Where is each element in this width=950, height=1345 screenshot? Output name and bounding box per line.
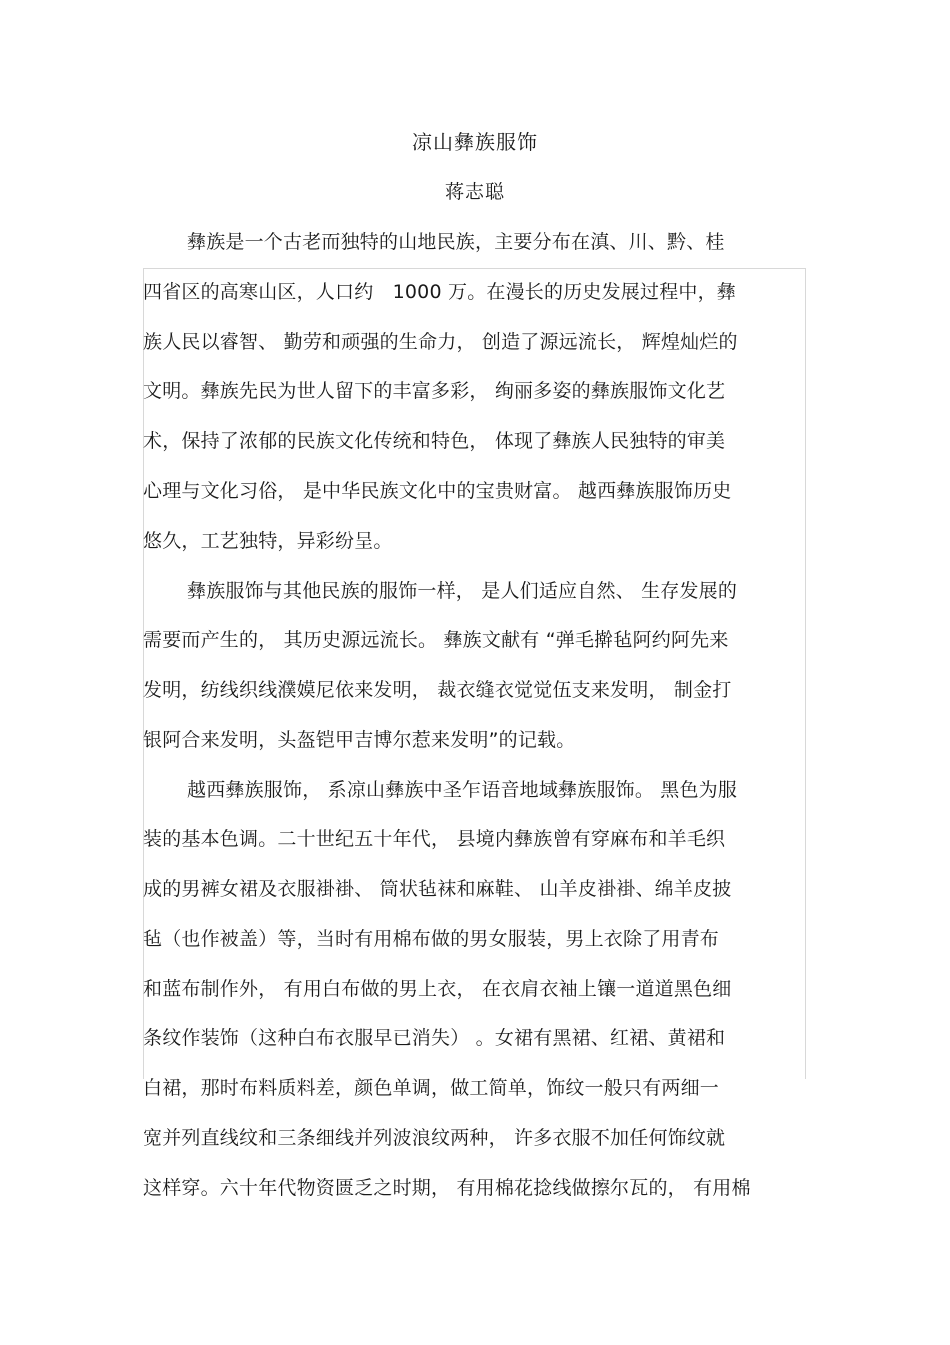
document-title: 凉山彝族服饰: [412, 130, 538, 154]
body-line-1: 彝族是一个古老而独特的山地民族，主要分布在滇、川、黔、桂: [187, 231, 725, 253]
body-line-19: 宽并列直线纹和三条细线并列波浪纹两种， 许多衣服不加任何饰纹就: [143, 1127, 726, 1149]
body-line-5: 术，保持了浓郁的民族文化传统和特色， 体现了彝族人民独特的审美: [143, 430, 726, 452]
body-line-2: 四省区的高寒山区，人口约 1000 万。在漫长的历史发展过程中，彝: [143, 281, 736, 303]
body-line-20: 这样穿。六十年代物资匮乏之时期， 有用棉花捻线做擦尔瓦的， 有用棉: [143, 1177, 751, 1199]
body-line-12: 越西彝族服饰， 系凉山彝族中圣乍语音地域彝族服饰。 黑色为服: [187, 779, 738, 801]
body-line-16: 和蓝布制作外， 有用白布做的男上衣， 在衣肩衣袖上镶一道道黑色细: [143, 978, 732, 1000]
body-line-15: 毡（也作被盖）等，当时有用棉布做的男女服装，男上衣除了用青布: [143, 928, 720, 950]
body-line-9: 需要而产生的， 其历史源远流长。 彝族文献有 “弹毛擀毡阿约阿先来: [143, 629, 729, 651]
body-line-14: 成的男裤女裙及衣服褂褂、 筒状毡袜和麻鞋、 山羊皮褂褂、绵羊皮披: [143, 878, 732, 900]
body-line-11: 银阿合来发明，头盔铠甲吉博尔惹来发明”的记载。: [143, 729, 576, 751]
body-line-8: 彝族服饰与其他民族的服饰一样， 是人们适应自然、 生存发展的: [187, 580, 738, 602]
body-line-13: 装的基本色调。二十世纪五十年代， 县境内彝族曾有穿麻布和羊毛织: [143, 828, 726, 850]
body-line-4: 文明。彝族先民为世人留下的丰富多彩， 绚丽多姿的彝族服饰文化艺: [143, 380, 726, 402]
body-line-6: 心理与文化习俗， 是中华民族文化中的宝贵财富。 越西彝族服饰历史: [143, 480, 732, 502]
body-line-3: 族人民以睿智、 勤劳和顽强的生命力， 创造了源远流长， 辉煌灿烂的: [143, 331, 738, 353]
body-line-18: 白裙，那时布料质料差，颜色单调，做工简单，饰纹一般只有两细一: [143, 1077, 720, 1099]
document-author: 蒋志聪: [444, 181, 505, 203]
body-line-17: 条纹作装饰（这种白布衣服早已消失） 。女裙有黑裙、红裙、黄裙和: [143, 1027, 726, 1049]
body-line-7: 悠久，工艺独特，异彩纷呈。: [143, 530, 393, 552]
body-line-10: 发明，纺线织线濮嫫尼依来发明， 裁衣缝衣觉觉伍支来发明， 制金打: [143, 679, 732, 701]
